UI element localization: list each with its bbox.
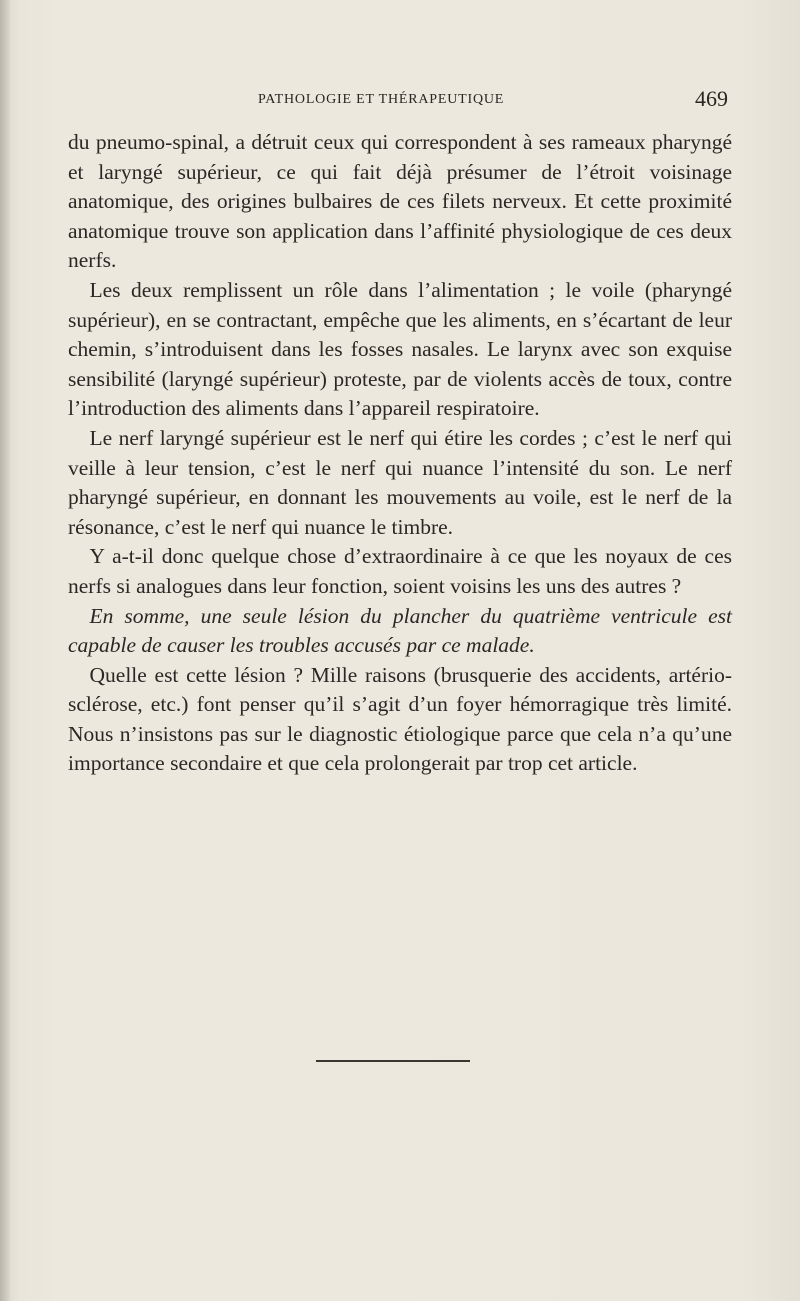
paragraph-alimentation: Les deux remplissent un rôle dans l’alimentation ; le voile (pharyngé supérieur), en se contractant, empêche que les aliments, en s’écartant de leur chemin, s’introduisent dans les fosses nasales. Le larynx avec son exquise sensibilité (laryngé supérieur) proteste, par de violents accès de toux, contre l’introduction des aliments dans l’appareil respiratoire. bbox=[68, 277, 732, 421]
end-of-article-rule bbox=[316, 1060, 470, 1062]
page-binding-edge bbox=[0, 0, 10, 1301]
paragraph-question: Y a-t-il donc quelque chose d’extraordinaire à ce que les noyaux de ces nerfs si analogues dans leur fonction, soient voisins les uns des autres ? bbox=[68, 544, 732, 598]
paragraph-nerf-laryngé: Le nerf laryngé supérieur est le nerf qui étire les cordes ; c’est le nerf qui veille à leur tension, c’est le nerf qui nuance l’intensité du son. Le nerf pharyngé supérieur, en donnant les mouvements au voile, est le nerf de la résonance, c’est le nerf qui nuance le timbre. bbox=[68, 425, 732, 539]
paragraph-lesion: Quelle est cette lésion ? Mille raisons (brusquerie des accidents, artério-sclérose, etc.) font penser qu’il s’agit d’un foyer hémorragique très limité. Nous n’insistons pas sur le diagnostic étiologique parce que cela n’a qu’une importance secondaire et que cela prolongerait par trop cet article. bbox=[68, 662, 732, 776]
page-number: 469 bbox=[695, 86, 728, 111]
paragraph-conclusion-italic: En somme, une seule lésion du plancher du quatrième ventricule est capable de causer les troubles accusés par ce malade. bbox=[68, 603, 732, 658]
article-body bbox=[68, 128, 732, 779]
running-head: PATHOLOGIE ET THÉRAPEUTIQUE bbox=[258, 92, 505, 107]
page-header bbox=[80, 86, 728, 116]
paragraph-continuation: du pneumo-spinal, a détruit ceux qui correspondent à ses rameaux pharyngé et laryngé supérieur, ce qui fait déjà présumer de l’étroit voisinage anatomique, des origines bulbaires de ces filets nerveux. Et cette proximité anatomique trouve son application dans l’affinité physiologique de ces deux nerfs. bbox=[68, 130, 732, 273]
